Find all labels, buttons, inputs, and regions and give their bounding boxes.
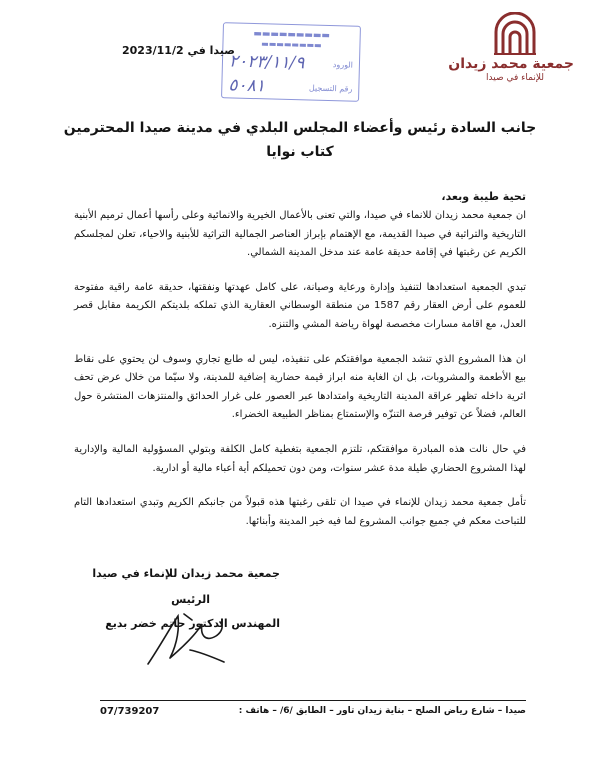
stamp-handwritten-number: ٥٠٨١: [228, 75, 266, 97]
stamp-subheader-text: ▬▬▬▬▬▬▬▬: [261, 39, 322, 50]
paragraph-project-nature: ان هذا المشروع الذي تنشد الجمعية موافقتكم على تنفيذه، ليس له طابع تجاري وسوف لن يحتوي على نقاط بيع الأطعمة والمشروبات، بل ان الغاية منه ابراز قيمة حضارية إضافية للمدينة، ولا سيّما من خلال عرض تحف اثرية داخله تظهر عراقة المدينة التاريخية وامتدادها عبر العصور على غرار الحدائق والمنتزهات المنتشرة حول العالم، فضلاً عن توفير فرصة التنزّه والإستمتاع بمناظر الطبيعة الخضراء.: [74, 353, 526, 421]
stamp-handwritten-date: ٢٠٢٣/١١/٩: [228, 51, 305, 74]
paragraph-proposal: تبدي الجمعية استعدادها لتنفيذ وإدارة ورعاية وصيانة، على كامل عهدتها ونفقتها، حديقة عامة راقية مفتوحة للعموم على أرض العقار رقم 1587 من منطقة الوسطاني العقارية الذي تملكه بلديتكم الكريمة مقابل قصر العدل، مع اقامة مسارات مخصصة لهواة رياضة المشي والتنزه.: [74, 281, 527, 330]
stamp-date-label: الورود: [332, 59, 354, 70]
signature-name: المهندس الدكتور حاتم خضر بديع: [105, 617, 280, 630]
greeting: تحية طيبة وبعد،: [441, 190, 526, 203]
logo-tagline: للإنماء في صيدا: [486, 73, 544, 83]
paragraph-commitment: في حال نالت هذه المبادرة موافقتكم، تلتزم الجمعية بتغطية كامل الكلفة وبتولي المسؤولية المالية والإدارية لهذا المشروع الحضاري طيلة مدة عشر سنوات، ومن دون تحميلكم أية أعباء مالية أو ادارية.: [74, 443, 526, 474]
paragraph-intro: ان جمعية محمد زيدان للانماء في صيدا، والتي تعنى بالأعمال الخيرية والانمائية وعلى رأسها أعمال ترميم الأبنية التاريخية والتراثية في صيدا القديمة، مع الإهتمام بإبراز العناصر الجمالية التراثية للأبنية والاحياء، تعلن لمجلسكم الكريم عن رغبتها في إقامة حديقة عامة عند مدخل المدينة الشمالي.: [74, 210, 526, 259]
footer-address: صيدا – شارع رياض الصلح – بناية زيدان تاور – الطابق /6/ – هاتف :: [238, 706, 526, 716]
letter-addressee: جانب السادة رئيس وأعضاء المجلس البلدي في مدينة صيدا المحترمين: [63, 120, 537, 136]
letter-body: [74, 190, 526, 547]
handwritten-signature-icon: [140, 606, 250, 670]
received-stamp: [221, 22, 361, 102]
letter-date: صيدا في 2023/11/2: [122, 44, 235, 57]
organization-logo: [448, 12, 574, 96]
logo-name: جمعية محمد زيدان: [448, 56, 574, 72]
letter-footer: [100, 706, 526, 717]
footer-divider: [100, 700, 526, 701]
footer-phone: 07/739207: [100, 706, 160, 717]
letter-subject: كتاب نوايا: [266, 144, 334, 160]
arch-logo-icon: [492, 12, 538, 56]
signature-role: الرئيس: [171, 593, 210, 606]
paragraph-closing: تأمل جمعية محمد زيدان للإنماء في صيدا ان تلقى رغبتها هذه قبولاً من جانبكم الكريم وتبدي استعدادها التام للتباحث معكم في جميع جوانب المشروع لما فيه خير المدينة وأبنائها.: [74, 497, 526, 527]
stamp-header-text: ▬▬▬▬▬▬▬▬▬: [253, 29, 331, 42]
signature-org: جمعية محمد زيدان للإنماء في صيدا: [92, 567, 280, 580]
stamp-number-label: رقم التسجيل: [308, 82, 353, 94]
